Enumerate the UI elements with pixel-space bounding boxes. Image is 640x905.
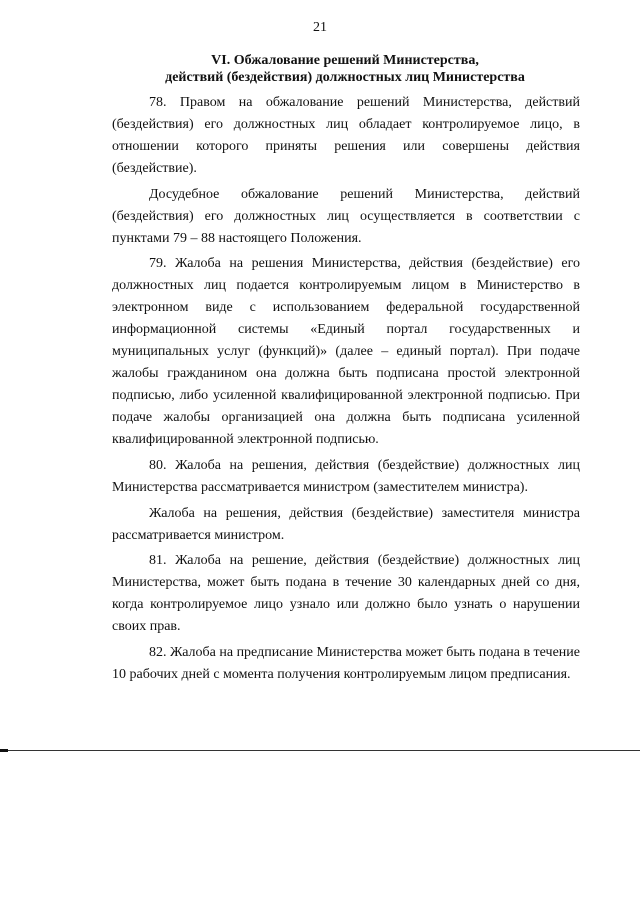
section-heading-line-1: VI. Обжалование решений Министерства, (211, 53, 479, 68)
rule-edge-mark (0, 749, 8, 752)
paragraph-78: 78. Правом на обжалование решений Министерства, действий (бездействия) его должностных лиц обладает контролируемое лицо, в отношении которого приняты решения или совершены действия (бездействие). (112, 95, 580, 176)
paragraph-80-deputy: Жалоба на решения, действия (бездействие) заместителя министра рассматривается министром. (112, 505, 580, 543)
paragraph-80: 80. Жалоба на решения, действия (бездействие) должностных лиц Министерства рассматривается министром (заместителем министра). (112, 458, 580, 496)
document-body (112, 92, 580, 690)
section-heading-line-2: действий (бездействия) должностных лиц Министерства (165, 70, 525, 85)
paragraph-78-pretrial: Досудебное обжалование решений Министерства, действий (бездействия) его должностных лиц осуществляется в соответствии с пунктами 79 – 88 настоящего Положения. (112, 186, 580, 246)
page-number: 21 (313, 20, 327, 35)
section-heading (100, 52, 590, 86)
paragraph-81: 81. Жалоба на решение, действия (бездействие) должностных лиц Министерства, может быть подана в течение 30 календарных дней со дня, когда контролируемое лицо узнало или должно было узнать о нарушении своих прав. (112, 553, 580, 635)
page-bottom-rule (0, 750, 640, 751)
paragraph-82: 82. Жалоба на предписание Министерства может быть подана в течение 10 рабочих дней с момента получения контролируемым лицом предписания. (112, 645, 580, 683)
paragraph-79: 79. Жалоба на решения Министерства, действия (бездействие) его должностных лиц подается контролируемым лицом в Министерство в электронном виде с использованием федеральной государственной информационной системы «Единый портал государственных и муниципальных услуг (функций)» (далее – единый портал). При подаче жалобы гражданином она должна быть подписана простой электронной подписью, либо усиленной квалифицированной электронной подписью. При подаче жалобы организацией она должна быть подписана усиленной квалифицированной электронной подписью. (112, 256, 580, 448)
